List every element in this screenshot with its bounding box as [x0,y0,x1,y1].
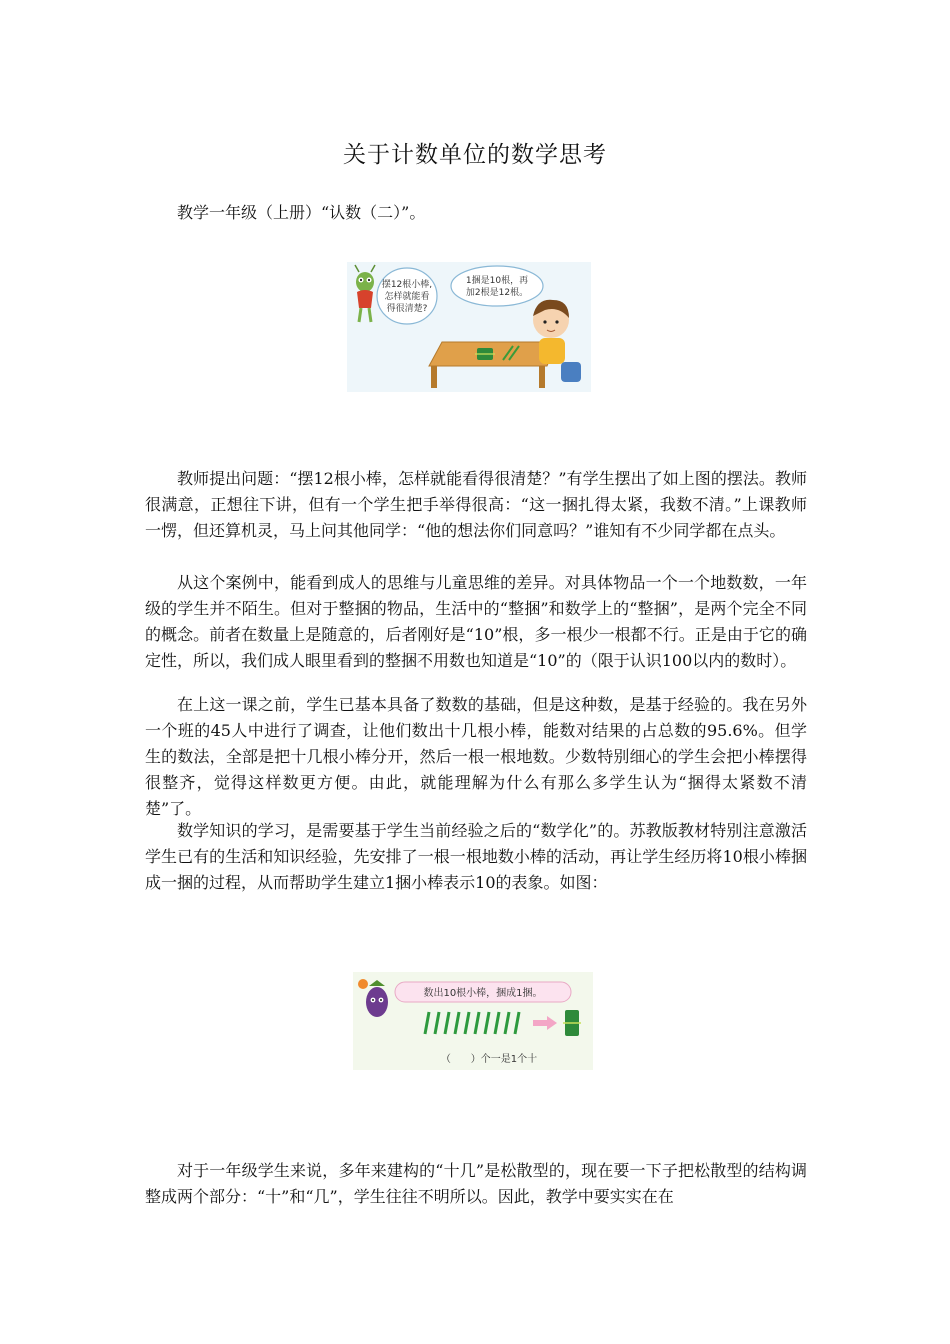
figure-boy-counting-sticks [347,262,591,392]
stick-bundle-icon-2 [563,1010,581,1036]
speech-bubble-right [451,266,543,306]
bubble-left-line-2: 怎样就能看 [384,292,430,302]
paragraph-3: 在上这一课之前，学生已基本具备了数数的基础，但是这种数，是基于经验的。我在另外一个班的45人中进行了调查，让他们数出十几根小棒，能数对结果的占总数的95.6%。但学生的数法，全部是把十几根小棒分开，然后一根一根地数。少数特别细心的学生会把小棒摆得很整齐，觉得这样数更方便。由此，就能理解为什么有那么多学生认为“捆得太紧数不清楚”了。 [145,695,807,818]
paragraph-2: 从这个案例中，能看到成人的思维与儿童思维的差异。对具体物品一个一个地数数，一年级的学生并不陌生。但对于整捆的物品，生活中的“整捆”和数学上的“整捆”，是两个完全不同的概念。前者在数量上是随意的，后者刚好是“10”根，多一根少一根都不行。正是由于它的确定性，所以，我们成人眼里看到的整捆不用数也知道是“10”的（限于认识100以内的数时）。 [145,573,807,670]
bubble-left-line-3: 得很清楚? [386,304,428,314]
intro-paragraph: 教学一年级（上册）“认数（二）”。 [177,203,426,222]
figure-bundle-ten-sticks [353,972,593,1070]
bubble-right-line-1: 1捆是10根，再 [465,276,529,286]
figure2-caption: （ ）个一是1个十 [440,1054,538,1065]
figure2-bubble-text: 数出10根小棒，捆成1捆。 [423,988,543,999]
stick-bundle-icon [475,348,495,360]
bubble-left-line-1: 摆12根小棒, [381,280,433,290]
bubble-right-line-2: 加2根是12根。 [465,288,529,298]
paragraph-5: 对于一年级学生来说，多年来建构的“十几”是松散型的，现在要一下子把松散型的结构调整成两个部分：“十”和“几”，学生往往不明所以。因此，教学中要实实在在 [145,1161,807,1206]
speech-bubble-figure2 [395,982,571,1002]
paragraph-4: 数学知识的学习，是需要基于学生当前经验之后的“数学化”的。苏教版教材特别注意激活学生已有的生活和知识经验，先安排了一根一根地数小棒的活动，再让学生经历将10根小棒捆成一捆的过程，从而帮助学生建立1捆小棒表示10的表象。如图： [145,821,807,892]
document-title: 关于计数单位的数学思考 [343,142,607,168]
paragraph-1: 教师提出问题：“摆12根小棒，怎样就能看得很清楚？”有学生摆出了如上图的摆法。教师很满意，正想往下讲，但有一个学生把手举得很高：“这一捆扎得太紧，我数不清。”上课教师一愣，但还算机灵，马上问其他同学：“他的想法你们同意吗？”谁知有不少同学都在点头。 [145,469,807,540]
speech-bubble-left [377,268,437,324]
